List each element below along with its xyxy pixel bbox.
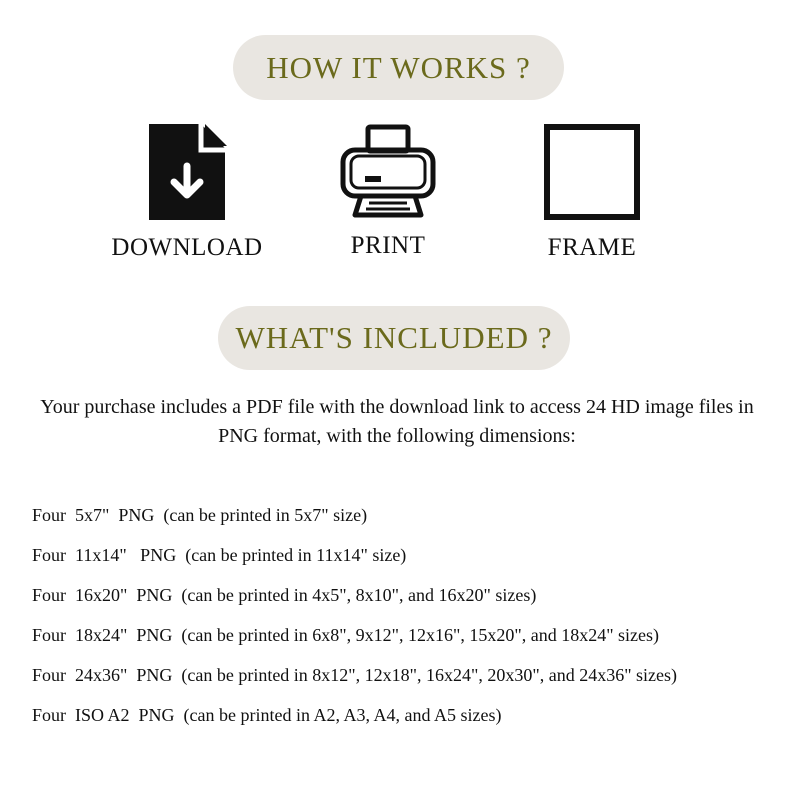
list-item: Four 5x7" PNG (can be printed in 5x7" size) xyxy=(32,505,368,525)
intro-text: Your purchase includes a PDF file with the download link to access 24 HD image files in PNG format, with the following dimensions: xyxy=(40,396,754,447)
download-file-icon xyxy=(147,124,227,220)
frame-icon xyxy=(544,124,640,220)
step-download-label: DOWNLOAD xyxy=(111,234,263,261)
step-print-label: PRINT xyxy=(350,232,426,259)
whats-included-heading: WHAT'S INCLUDED ? xyxy=(218,306,570,370)
how-it-works-heading: HOW IT WORKS ? xyxy=(233,35,564,100)
list-item: Four 16x20" PNG (can be printed in 4x5", 8x10", and 16x20" sizes) xyxy=(32,585,537,605)
step-print xyxy=(318,124,458,260)
list-item: Four 18x24" PNG (can be printed in 6x8", 9x12", 12x16", 15x20", and 18x24" sizes) xyxy=(32,625,660,645)
step-frame xyxy=(522,124,662,262)
size-list xyxy=(32,502,772,742)
list-item: Four 24x36" PNG (can be printed in 8x12", 12x18", 16x24", 20x30", and 24x36" sizes) xyxy=(32,665,678,685)
printer-icon xyxy=(339,124,437,218)
list-item: Four 11x14" PNG (can be printed in 11x14" size) xyxy=(32,545,407,565)
step-download xyxy=(110,124,264,262)
list-item: Four ISO A2 PNG (can be printed in A2, A3, A4, and A5 sizes) xyxy=(32,705,502,725)
step-frame-label: FRAME xyxy=(547,234,637,261)
